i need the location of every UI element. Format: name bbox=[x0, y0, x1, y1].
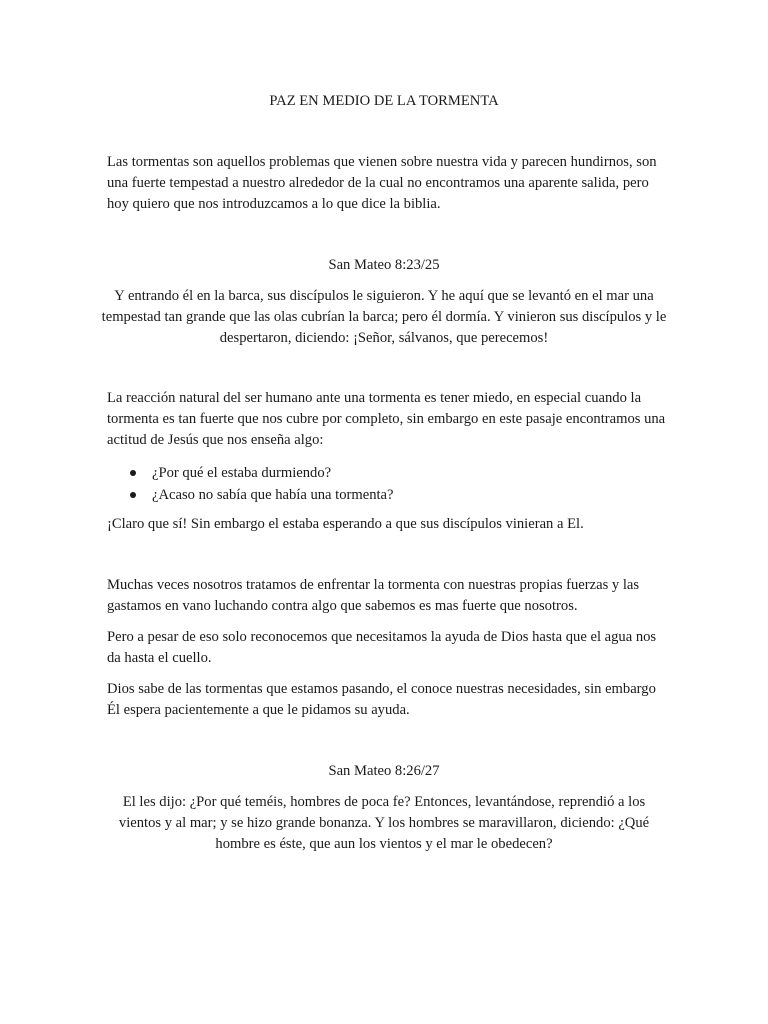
intro-paragraph: Las tormentas son aquellos problemas que vienen sobre nuestra vida y parecen hundirnos, son una fuerte tempestad a nuestro alrededor de la cual no encontramos una aparente salida, pero hoy quiero que nos introduzcamos a lo que dice la biblia. bbox=[107, 154, 657, 212]
patience-paragraph: Dios sabe de las tormentas que estamos pasando, el conoce nuestras necesidades, sin embargo Él espera pacientemente a que le pidamos su ayuda. bbox=[107, 681, 656, 718]
scripture-reference-2: San Mateo 8:26/27 bbox=[328, 763, 440, 779]
list-item bbox=[107, 462, 667, 484]
scripture-verse-1: Y entrando él en la barca, sus discípulos le siguieron. Y he aquí que se levantó en el mar una tempestad tan grande que las olas cubrían la barca; pero él dormía. Y vinieron sus discípulos y le despertaron, diciendo: ¡Señor, sálvanos, que perecemos! bbox=[101, 288, 667, 346]
reaction-paragraph: La reacción natural del ser humano ante una tormenta es tener miedo, en especial cuando la tormenta es tan fuerte que nos cubre por completo, sin embargo en este pasaje encontramos una actitud de Jesús que nos enseña algo: bbox=[107, 390, 666, 448]
help-paragraph: Pero a pesar de eso solo reconocemos que necesitamos la ayuda de Dios hasta que el agua nos da hasta el cuello. bbox=[107, 629, 657, 666]
list-item bbox=[107, 484, 667, 506]
list-item-text: ¿Acaso no sabía que había una tormenta? bbox=[152, 487, 394, 503]
page-title: PAZ EN MEDIO DE LA TORMENTA bbox=[269, 93, 499, 109]
scripture-reference-1: San Mateo 8:23/25 bbox=[328, 257, 440, 273]
question-list bbox=[107, 462, 667, 506]
list-item-text: ¿Por qué el estaba durmiendo? bbox=[152, 465, 332, 481]
strength-paragraph: Muchas veces nosotros tratamos de enfrentar la tormenta con nuestras propias fuerzas y las gastamos en vano luchando contra algo que sabemos es mas fuerte que nosotros. bbox=[107, 577, 640, 614]
bullet-icon bbox=[130, 492, 136, 498]
answer-paragraph: ¡Claro que sí! Sin embargo el estaba esperando a que sus discípulos vinieran a El. bbox=[107, 516, 584, 532]
bullet-icon bbox=[130, 470, 136, 476]
scripture-verse-2: El les dijo: ¿Por qué teméis, hombres de poca fe? Entonces, levantándose, reprendió a los vientos y al mar; y se hizo grande bonanza. Y los hombres se maravillaron, diciendo: ¿Qué hombre es éste, que aun los vientos y el mar le obedecen? bbox=[118, 794, 650, 852]
